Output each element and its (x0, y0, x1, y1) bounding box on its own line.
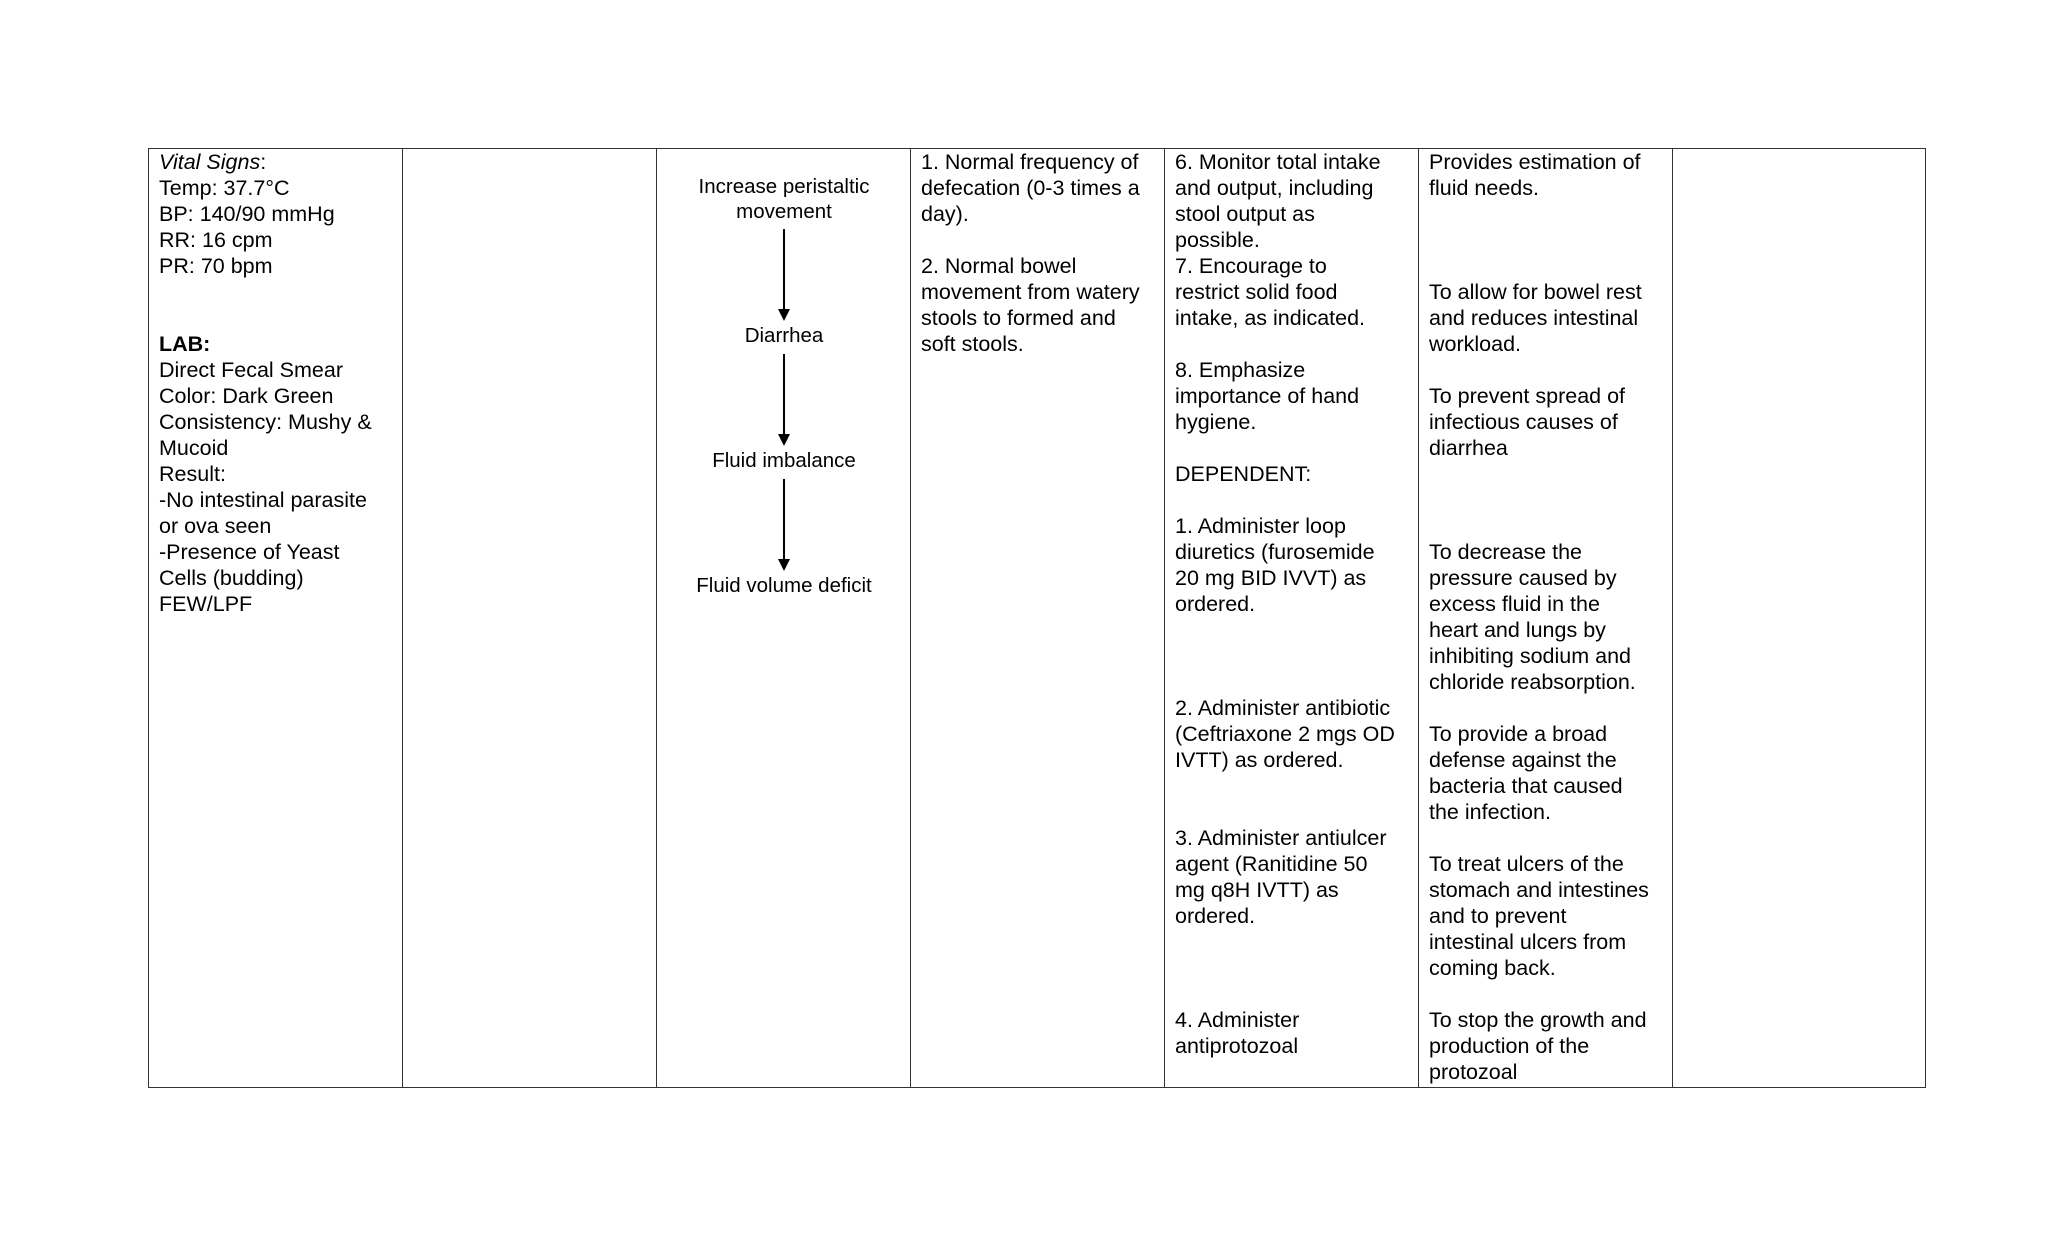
text-line: 1. Administer loop (1175, 514, 1346, 538)
text-line: day). (921, 202, 969, 226)
objective-1 (921, 149, 1156, 227)
lab-line: -Presence of Yeast (159, 540, 340, 564)
text-line: To provide a broad (1429, 722, 1608, 746)
rationale-6 (1429, 149, 1664, 279)
flow-node-fluid-volume-deficit: Fluid volume deficit (696, 574, 872, 597)
vital-bp: BP: 140/90 mmHg (159, 202, 335, 226)
evaluation-column (1673, 149, 1927, 1087)
rationale-dependent-1 (1429, 539, 1664, 721)
text-line: 3. Administer antiulcer (1175, 826, 1387, 850)
text-line: importance of hand (1175, 384, 1360, 408)
text-line: (Ceftriaxone 2 mgs OD (1175, 722, 1395, 746)
text-line: 8. Emphasize (1175, 358, 1306, 382)
text-line: workload. (1429, 332, 1522, 356)
flow-arrow (783, 229, 785, 319)
text-line: IVTT) as ordered. (1175, 748, 1344, 772)
text-line: movement from watery (921, 280, 1140, 304)
interventions-column (1165, 149, 1419, 1087)
objectives-column (911, 149, 1165, 1087)
text-line: and reduces intestinal (1429, 306, 1639, 330)
lab-line: Mucoid (159, 436, 229, 460)
text-line: To allow for bowel rest (1429, 280, 1642, 304)
text-line: chloride reabsorption. (1429, 670, 1636, 694)
text-line: diarrhea (1429, 436, 1508, 460)
flow-node-peristaltic (657, 174, 911, 224)
rationale-8 (1429, 383, 1664, 539)
text-line: stomach and intestines (1429, 878, 1649, 902)
dependent-heading (1175, 461, 1410, 513)
dependent-3 (1175, 825, 1410, 1007)
diagnosis-column (403, 149, 657, 1087)
vital-signs-colon: : (260, 150, 267, 174)
flow-diagram (657, 149, 911, 1087)
text-line: and to prevent (1429, 904, 1567, 928)
text-line: soft stools. (921, 332, 1024, 356)
text-line: agent (Ranitidine 50 (1175, 852, 1368, 876)
intervention-8 (1175, 357, 1410, 461)
text-line: mg q8H IVTT) as (1175, 878, 1339, 902)
flow-arrow (783, 354, 785, 444)
text-line: inhibiting sodium and (1429, 644, 1631, 668)
text-line: fluid needs. (1429, 176, 1539, 200)
text-line: infectious causes of (1429, 410, 1618, 434)
text-line: defense against the (1429, 748, 1617, 772)
lab-line: FEW/LPF (159, 592, 253, 616)
text-line: restrict solid food (1175, 280, 1338, 304)
text-line: 7. Encourage to (1175, 254, 1327, 278)
assessment-column (149, 149, 403, 1087)
text-line: ordered. (1175, 904, 1256, 928)
rationale-dependent-3 (1429, 851, 1664, 1007)
lab-line: Color: Dark Green (159, 384, 334, 408)
pathophysiology-column (657, 149, 911, 1087)
text-line: heart and lungs by (1429, 618, 1606, 642)
lab-line: or ova seen (159, 514, 272, 538)
text-line: hygiene. (1175, 410, 1257, 434)
vital-pr: PR: 70 bpm (159, 254, 273, 278)
lab-line: Cells (budding) (159, 566, 304, 590)
rationale-dependent-2 (1429, 721, 1664, 851)
text-line: 6. Monitor total intake (1175, 150, 1381, 174)
objective-2 (921, 253, 1156, 357)
text-line: To prevent spread of (1429, 384, 1626, 408)
text-line: intake, as indicated. (1175, 306, 1366, 330)
interventions-cell (1165, 149, 1418, 1059)
vital-rr: RR: 16 cpm (159, 228, 273, 252)
flow-node-fluid-imbalance: Fluid imbalance (712, 449, 856, 472)
dependent-2 (1175, 695, 1410, 825)
text-line: the infection. (1429, 800, 1551, 824)
lab-line: Result: (159, 462, 226, 486)
text-line: bacteria that caused (1429, 774, 1623, 798)
text-line: stools to formed and (921, 306, 1116, 330)
text-line: DEPENDENT: (1175, 462, 1312, 486)
intervention-7 (1175, 253, 1410, 357)
assessment-cell (149, 149, 402, 617)
text-line: 2. Normal bowel (921, 254, 1077, 278)
dependent-4 (1175, 1007, 1410, 1059)
text-line: possible. (1175, 228, 1260, 252)
text-line: 1. Normal frequency of (921, 150, 1139, 174)
text-line: To treat ulcers of the (1429, 852, 1624, 876)
rationale-7 (1429, 279, 1664, 383)
text-line: and output, including (1175, 176, 1374, 200)
rationale-cell (1419, 149, 1672, 1085)
text-line: Provides estimation of (1429, 150, 1641, 174)
flow-node-diarrhea: Diarrhea (744, 324, 824, 347)
rationale-column (1419, 149, 1673, 1087)
text-line: diuretics (furosemide (1175, 540, 1375, 564)
text-line: excess fluid in the (1429, 592, 1600, 616)
text-line: production of the (1429, 1034, 1590, 1058)
text-line: ordered. (1175, 592, 1256, 616)
text-line: 2. Administer antibiotic (1175, 696, 1391, 720)
text-line: stool output as (1175, 202, 1315, 226)
lab-line: -No intestinal parasite (159, 488, 367, 512)
vital-signs-label: Vital Signs (159, 150, 261, 174)
text-line: 4. Administer (1175, 1008, 1300, 1032)
text-line: antiprotozoal (1175, 1034, 1299, 1058)
text-line: coming back. (1429, 956, 1556, 980)
lab-line: Direct Fecal Smear (159, 358, 343, 382)
text-line: intestinal ulcers from (1429, 930, 1627, 954)
flow-node-line: movement (736, 200, 832, 223)
flow-arrow (783, 479, 785, 569)
vital-signs-heading (159, 149, 394, 175)
lab-line: Consistency: Mushy & (159, 410, 372, 434)
care-plan-table (148, 148, 1926, 1088)
text-line: 20 mg BID IVVT) as (1175, 566, 1367, 590)
flow-node-line: Increase peristaltic (698, 175, 870, 198)
vital-temp: Temp: 37.7°C (159, 176, 290, 200)
objectives-cell (911, 149, 1164, 357)
text-line: defecation (0-3 times a (921, 176, 1140, 200)
text-line: pressure caused by (1429, 566, 1617, 590)
dependent-1 (1175, 513, 1410, 695)
intervention-6 (1175, 149, 1410, 253)
text-line: protozoal (1429, 1060, 1518, 1084)
lab-heading: LAB: (159, 332, 211, 356)
rationale-dependent-4 (1429, 1007, 1664, 1085)
text-line: To decrease the (1429, 540, 1582, 564)
text-line: To stop the growth and (1429, 1008, 1647, 1032)
